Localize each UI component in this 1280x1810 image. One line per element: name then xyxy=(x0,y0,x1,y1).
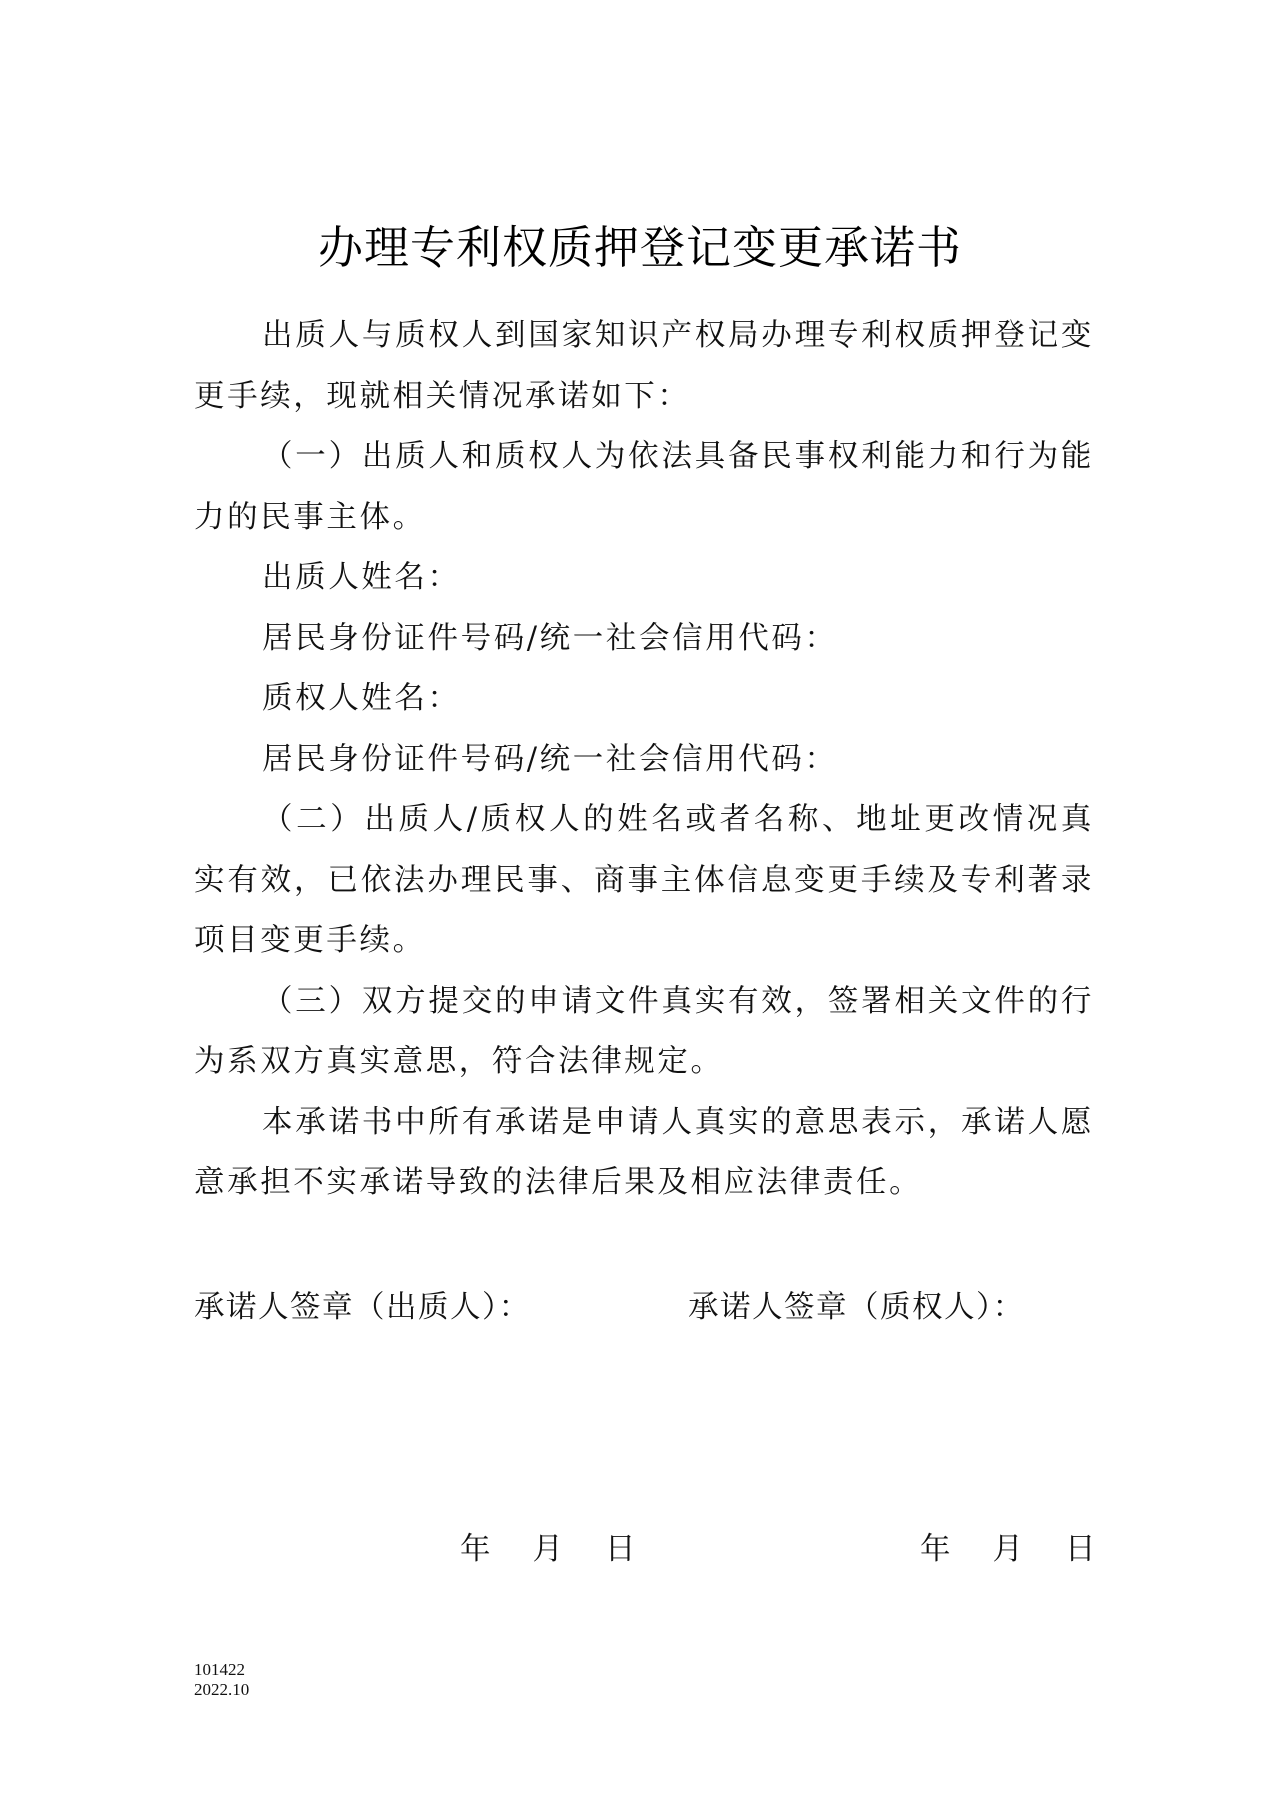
pledgee-id-label: 居民身份证件号码/统一社会信用代码： xyxy=(262,741,838,777)
year-label: 年 xyxy=(920,1532,951,1567)
commitment-item-3: （三）双方提交的申请文件真实有效，签署相关文件的行为系双方真实意思，符合法律规定。 xyxy=(194,983,1094,1079)
day-label: 日 xyxy=(1065,1532,1096,1567)
pledgor-date xyxy=(460,1520,636,1580)
document-title: 办理专利权质押登记变更承诺书 xyxy=(317,221,962,274)
month-label: 月 xyxy=(532,1532,563,1567)
pledgor-id-label: 居民身份证件号码/统一社会信用代码： xyxy=(262,620,838,656)
day-label: 日 xyxy=(605,1532,636,1567)
form-code: 101422 xyxy=(194,1660,245,1679)
commitment-item-1: （一）出质人和质权人为依法具备民事权利能力和行为能力的民事主体。 xyxy=(194,439,1094,535)
document-body xyxy=(194,306,1094,1214)
pledgee-name-label: 质权人姓名： xyxy=(262,681,461,716)
pledgor-signature-label: 承诺人签章（出质人）： xyxy=(194,1290,531,1325)
pledgee-date xyxy=(920,1520,1096,1580)
pledgor-name-label: 出质人姓名： xyxy=(262,560,461,595)
month-label: 月 xyxy=(992,1532,1023,1567)
pledgee-signature-label: 承诺人签章（质权人）： xyxy=(688,1290,1025,1325)
intro-paragraph: 出质人与质权人到国家知识产权局办理专利权质押登记变更手续，现就相关情况承诺如下： xyxy=(194,318,1094,414)
commitment-item-2: （二）出质人/质权人的姓名或者名称、地址更改情况真实有效，已依法办理民事、商事主体信息变更手续及专利著录项目变更手续。 xyxy=(194,802,1094,958)
form-version: 2022.10 xyxy=(194,1680,250,1699)
closing-paragraph: 本承诺书中所有承诺是申请人真实的意思表示，承诺人愿意承担不实承诺导致的法律后果及相应法律责任。 xyxy=(194,1104,1094,1200)
document-footer xyxy=(194,1660,249,1700)
year-label: 年 xyxy=(460,1532,491,1567)
